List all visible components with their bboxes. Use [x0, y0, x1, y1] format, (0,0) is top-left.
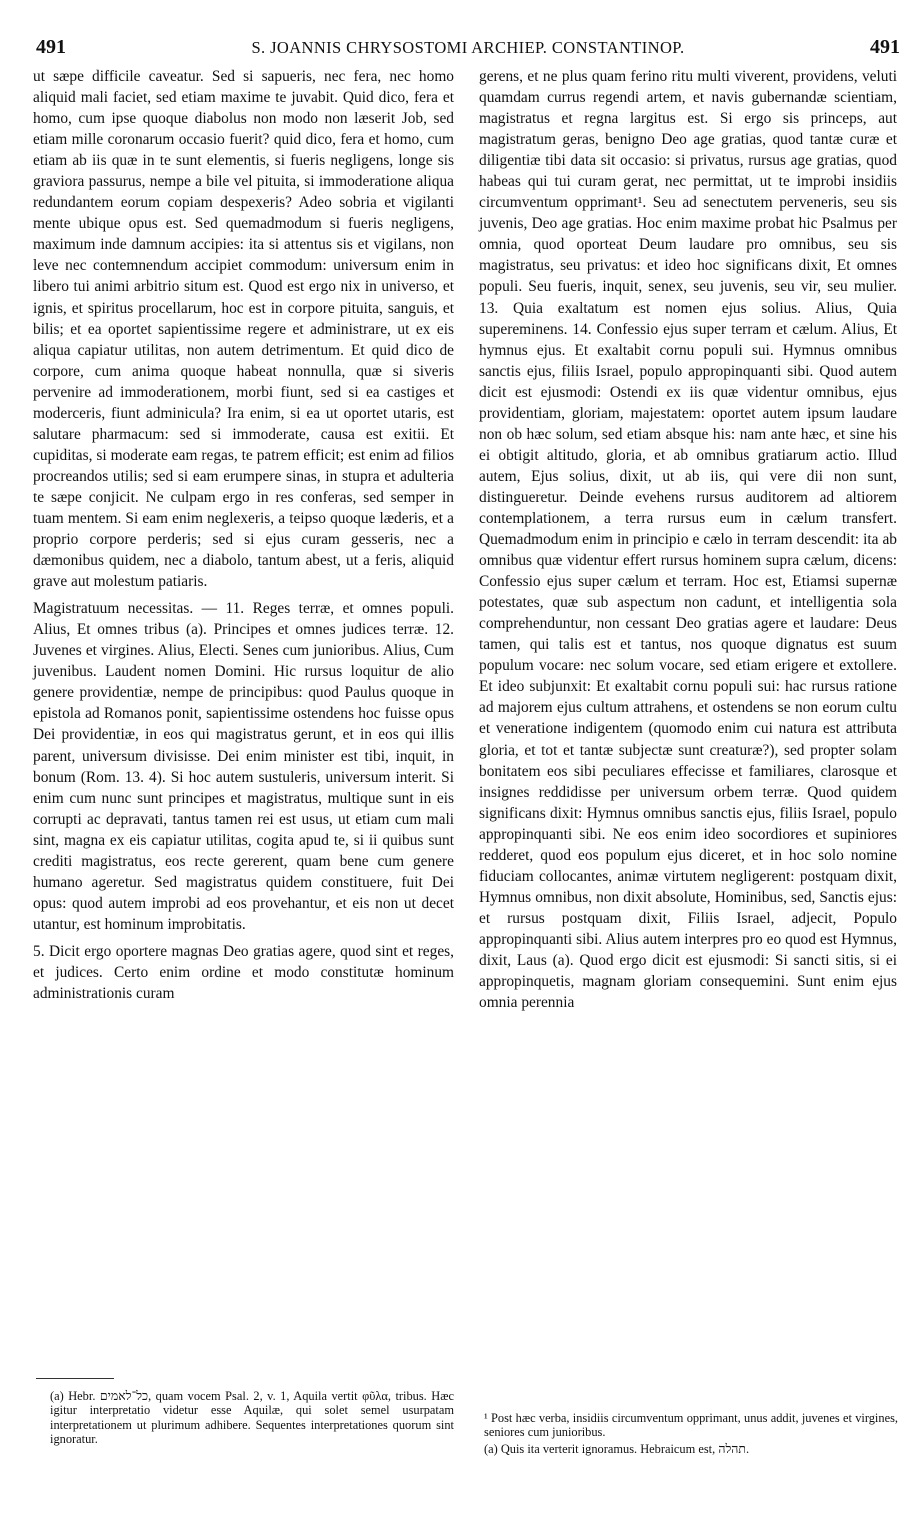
right-column: [479, 66, 897, 1013]
page-number-right: 491: [870, 36, 900, 58]
footnote: [484, 1442, 898, 1456]
paragraph: gerens, et ne plus quam ferino ritu multi viverent, providens, veluti quamdam currus regendi artem, et navis gubernandæ scientiam, magistratus et regna largitus est. Si ergo sis princeps, aut magistratum geras, benigno Deo age gratias, quod tantæ curæ et diligentiæ tibi data sit occasio: si privatus, rursus age gratias, quod habeas qui tui curam gerat, nec permittat, ut te improbi insidiis circumventum opprimant¹. Seu ad senectutem perveneris, seu sis juvenis, Deo age gratias. Hoc enim maxime probat hic Psalmus per omnia, quod oporteat Deum laudare pro omnibus, seu sis magistratus, seu privatus: et ideo hoc significans dixit, Et omnes populi. Seu fueris, inquit, senex, seu juvenis, seu vir, seu mulier. 13. Quia exaltatum est nomen ejus solius. Alius, Quia supereminens. 14. Confessio ejus super terram et cælum. Alius, Et hymnus ejus. Et exaltabit cornu populi sui. Hymnus omnibus sanctis ejus, filiis Israel, populo appropinquanti sibi. Quod autem dicit est ejusmodi: Ostendi ex iis quæ videntur omnibus, ejus providentiam, gloriam, majestatem: oportet autem ipsum laudare non ob hæc solum, sed etiam absque his: nam ante hæc, et sine his ei obtigit altitudo, gloria, et ab omnibus gratiarum actio. Illud autem, Ejus solius, dixit, ut ab iis, qui vere dii non sunt, distingueretur. Deinde evehens rursus auditorem ad altiorem contemplationem, a terra rursus eum in cælum transfert. Quemadmodum enim in principio e cælo in terram descendit: ita ab omnibus quæ videntur effert rursus hominem supra cælum, dicens: Confessio ejus super cælum et terram. Hoc est, Etiamsi supernæ potestates, quæ sub aspectum non cadunt, et intelligentia sola comprehenduntur, non cessant Deo gratias agere et laudare: Deus tamen, qui talis est et tantus, nos quoque dignatus est suum populum vocare: nec solum vocare, sed etiam erigere et extollere. Et ideo subjunxit: Et exaltabit cornu populi sui: hac rursus ratione ad majorem ejus cultum attrahens, et ostendens se non eorum cultu et veneratione indigentem (quomodo enim cui natura est attributa gloria, et tot et tantæ subjectæ sunt creaturæ?), sed propter solam bonitatem eos sibi peculiares effecisse et familiares, clarosque et insignes reddidisse per universum orbem terræ. Quod quidem significans dixit: Hymnus omnibus sanctis ejus, filiis Israel, populo appropinquanti sibi. Ne eos enim ideo socordiores et supiniores redderet, quod eos populum ejus diceret, et in hoc solo nomine fiduciam collocantes, animæ virtutem negligerent: postquam dixit, Hymnus omnibus, non dixit absolute, Hominibus, sed, Sanctis ejus: et rursus postquam dixit, Filiis Israel, adjecit, Populo appropinquanti sibi. Alius autem interpres pro eo quod est Hymnus, dixit, Laus (a). Quod ergo dicit est ejusmodi: Si sancti sitis, si ei appropinquetis, magnam gloriam consequemini. Sunt enim ejus omnia perennia: [479, 68, 897, 1012]
paragraph: Magistratuum necessitas. — 11. Reges terræ, et omnes populi. Alius, Et omnes tribus (a). Principes et omnes judices terræ. 12. Juvenes et virgines. Alius, Electi. Senes cum junioribus. Alius, Cum juvenibus. Laudent nomen Domini. Hic rursus loquitur de alio genere providentiæ, nempe de principibus: quod Paulus quoque in epistola ad Romanos ponit, sapientissime ostendens hoc fuisse opus Dei providentiæ, in eos qui magistratus gerunt, et in eos qui illis parent, universum divisisse. Dei enim minister est tibi, inquit, in bonum (Rom. 13. 4). Si hoc autem sustuleris, universum interit. Si enim cum nunc sunt principes et magistratus, multique sunt in eis corrupti ac depravati, tantus tamen rei est usus, ut etiam cum mali sint, magna ex eis capiatur utilitas, cogita apud te, si ii quibus sunt crediti magistratus, eos recte gererent, quam bene cum genere humano ageretur. Sed magistratus quidem constituere, fuit Dei opus: quod autem improbi ad eos provehantur, et eis non ut decet utantur, est hominum improbitatis.: [33, 600, 454, 933]
footnotes-left: [50, 1389, 454, 1446]
running-header: [36, 36, 900, 58]
footnotes-right: [484, 1411, 898, 1456]
footnote: [484, 1411, 898, 1440]
paragraph: 5. Dicit ergo oportere magnas Deo gratias agere, quod sint et reges, et judices. Certo enim ordine et modo constitutæ hominum administrationis curam: [33, 942, 454, 1003]
footnote-rule-left: [36, 1378, 114, 1379]
footnote-text: .: [745, 1441, 750, 1456]
hebrew-word: תהלה: [718, 1441, 746, 1456]
running-title: S. JOANNIS CHRYSOSTOMI ARCHIEP. CONSTANTINOP.: [251, 38, 685, 57]
footnote-text: (a) Hebr.: [50, 1389, 100, 1403]
footnote: [50, 1389, 454, 1446]
footnote-text: ¹ Post hæc verba, insidiis circumventum opprimant, unus addit, juvenes et virgines, seniores cum junioribus.: [484, 1411, 898, 1440]
footnote-text: (a) Quis ita verterit ignoramus. Hebraicum est,: [484, 1441, 719, 1456]
page-number-left: 491: [36, 36, 66, 58]
left-column: [33, 66, 454, 1004]
paragraph: ut sæpe difficile caveatur. Sed si sapueris, nec fera, nec homo aliquid mali faciet, sed etiam maxime te juvabit. Quid dico, fera et homo, cum ipse quoque diabolus non modo non læserit Job, sed etiam mille coronarum occasio fuerit? quid dico, fera et homo, cum etiam ab iis quæ in te sunt elementis, si fueris negligens, longe sis graviora passurus, nempe a bile vel pituita, si immoderatione aliqua redundantem eorum copiam despexeris? Adeo sobria et vigilanti mente ubique opus est. Sed quemadmodum si fueris negligens, maximum inde damnum accipies: ita si attentus sis et vigilans, non leve nec contemnendum accipiet commodum: universum enim in libero tui animi arbitrio situm est. Quod est ergo nix in universo, et ignis, et spiritus procellarum, hoc est in corpore pituita, sanguis, et bilis; et ea oportet sapientissime regere et administrare, ut ex eis aliqua capiatur utilitas, non autem detrimentum. Et quid dico de corpore, cum anima quoque habeat nonnulla, quæ si siveris pervenire ad immoderationem, morbi fiunt, sed si ea castiges et moderceris, fiunt adminicula? Ira enim, si ea ut oportet utaris, est salutare pharmacum: sed si immoderate, causa est exitii. Et cupiditas, si moderate eam regas, te patrem efficit; est enim ad filios procreandos utilis; sed si eam erumpere sinas, in stupra et adulteria te sæpe conjicit. Ne culpam ergo in res conferas, sed semper in tuam mentem. Si eam enim neglexeris, a teipso quoque læderis, et a proprio corpore perderis; sed si ejus curam gesseris, nec a dæmonibus quidem, nec a diabolo, tantum abest, ut a feris, aliquid grave aut molestum patiaris.: [33, 68, 454, 591]
footnote-text: , quam vocem Psal. 2, v. 1, Aquila vertit φῦλα, tribus. Hæc igitur interpretatio videtur esse Aquilæ, qui solet semel usurpatam interpretationem ut plurimum adhibere. Sequentes interpretationes quorum sint ignoratur.: [50, 1389, 454, 1446]
hebrew-word: כל־לאמים: [99, 1389, 149, 1403]
